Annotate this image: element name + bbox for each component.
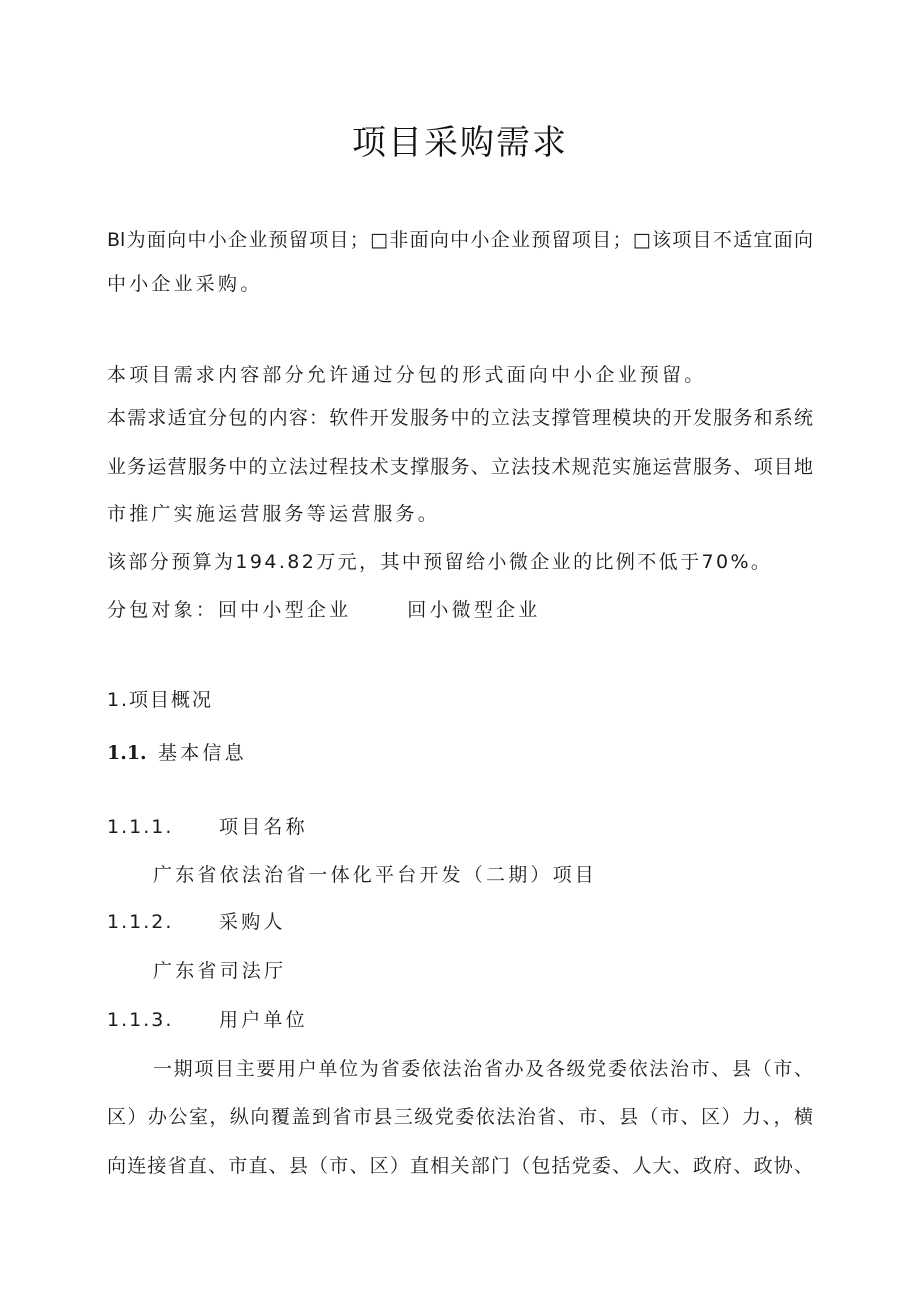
target-option-micro: 回小微型企业 (407, 599, 541, 621)
item-content-purchaser: 广东省司法厅 (153, 960, 287, 982)
users-paragraph-line-3: 向连接省直、市直、县（市、区）直相关部门（包括党委、人大、政府、政协、 (107, 1155, 813, 1177)
subcontract-target (107, 596, 540, 624)
item-content-project-name: 广东省依法治省一体化平台开发（二期）项目 (153, 864, 598, 886)
section-title: .项目概况 (121, 689, 214, 711)
item-title: 用户单位 (219, 1009, 308, 1031)
intro-line-2: 中小企业采购。 (107, 273, 263, 295)
intro-line-1: Bl为面向中小企业预留项目；□非面向中小企业预留项目；□该项目不适宜面向 (107, 229, 813, 251)
item-number: 1.1.2. (107, 911, 174, 933)
target-option-sme: 回中小型企业 (218, 599, 352, 621)
item-heading-1-1-2 (107, 908, 286, 936)
item-heading-1-1-1 (107, 813, 308, 841)
item-number: 1.1.3. (107, 1009, 174, 1031)
page-title: 项目采购需求 (352, 123, 568, 163)
subcontract-line-3: 市推广实施运营服务等运营服务。 (107, 503, 441, 525)
item-heading-1-1-3 (107, 1006, 308, 1034)
subcontract-line-1: 本需求适宜分包的内容：软件开发服务中的立法支撑管理模块的开发服务和系统 (107, 407, 813, 429)
users-paragraph-line-2: 区）办公室，纵向覆盖到省市县三级党委依法治省、市、县（市、区）力、，横 (107, 1106, 813, 1128)
section-title: 基本信息 (158, 742, 247, 764)
section-number: 1 (107, 689, 122, 711)
reserve-statement: 本项目需求内容部分允许通过分包的形式面向中小企业预留。 (107, 364, 707, 386)
subcontract-line-2: 业务运营服务中的立法过程技术支撑服务、立法技术规范实施运营服务、项目地 (107, 456, 813, 478)
users-paragraph-line-1: 一期项目主要用户单位为省委依法治省办及各级党委依法治市、县（市、 (153, 1058, 813, 1080)
section-number: 1.1. (107, 742, 147, 764)
item-number: 1.1.1. (107, 816, 174, 838)
section-1-heading (107, 686, 213, 714)
target-label: 分包对象： (107, 599, 219, 621)
budget-statement: 该部分预算为194.82万元，其中预留给小微企业的比例不低于70%。 (107, 551, 773, 573)
section-1-1-heading (107, 739, 247, 767)
item-title: 采购人 (219, 911, 286, 933)
item-title: 项目名称 (219, 816, 308, 838)
